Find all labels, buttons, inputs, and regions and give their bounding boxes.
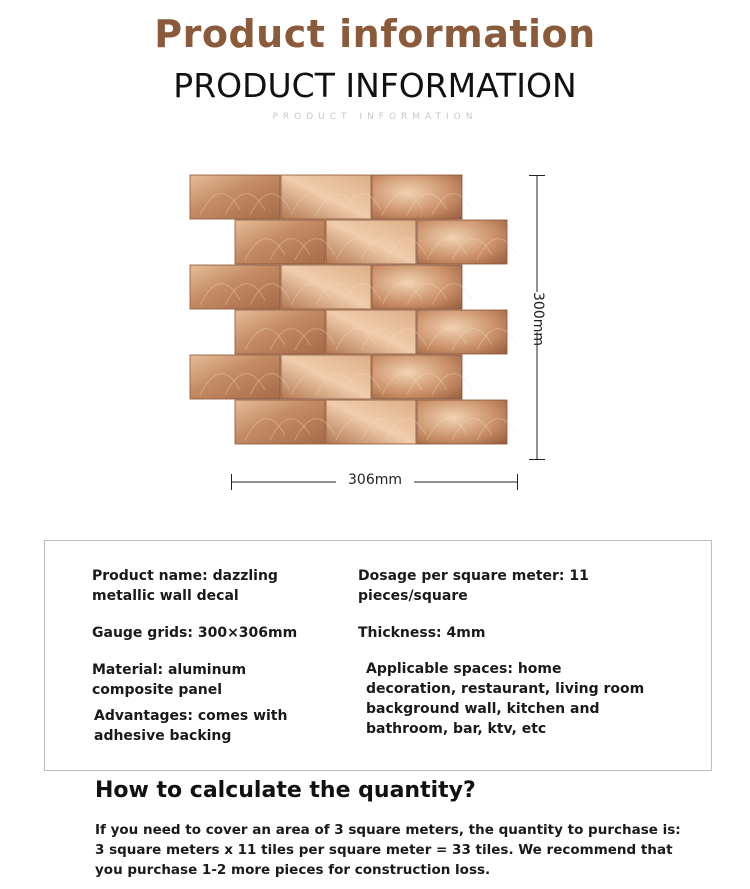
- tile-brick: [281, 175, 371, 219]
- tile-brick: [417, 310, 507, 354]
- tile-brick: [235, 220, 325, 264]
- product-tile-image: [186, 170, 516, 450]
- spec-applicable-spaces: [366, 659, 644, 739]
- spec-line: decoration, restaurant, living room: [366, 681, 645, 697]
- howto-line: If you need to cover an area of 3 square meters, the quantity to purchase is:: [95, 822, 681, 838]
- spec-line: Material: aluminum: [92, 662, 247, 678]
- spec-product-name: [92, 566, 278, 606]
- spec-thickness: Thickness: 4mm: [358, 625, 486, 641]
- tile-brick: [326, 310, 416, 354]
- spec-advantages: [94, 706, 287, 746]
- tile-brick: [326, 220, 416, 264]
- spec-line: background wall, kitchen and: [366, 701, 600, 717]
- tile-brick: [372, 175, 462, 219]
- tile-brick: [190, 355, 280, 399]
- spec-line: Product name: dazzling: [92, 568, 278, 584]
- spec-gauge: Gauge grids: 300×306mm: [92, 625, 298, 641]
- tile-brick: [372, 355, 462, 399]
- spec-line: bathroom, bar, ktv, etc: [366, 721, 547, 737]
- spec-line: Applicable spaces: home: [366, 661, 562, 677]
- tile-brick: [190, 175, 280, 219]
- tile-brick: [281, 355, 371, 399]
- spec-line: composite panel: [92, 682, 223, 698]
- spec-dosage: [358, 566, 589, 606]
- section-heading: PRODUCT INFORMATION: [173, 66, 577, 105]
- tile-brick: [235, 400, 325, 444]
- tile-brick: [372, 265, 462, 309]
- howto-line: you purchase 1-2 more pieces for construction loss.: [95, 862, 491, 878]
- spec-line: pieces/square: [358, 588, 468, 604]
- section-subheading: PRODUCT INFORMATION: [272, 112, 478, 122]
- tile-brick: [190, 265, 280, 309]
- tile-brick: [235, 310, 325, 354]
- height-label: 300mm: [530, 292, 546, 346]
- howto-paragraph: [95, 820, 695, 880]
- page-title: Product information: [154, 12, 596, 56]
- spec-line: metallic wall decal: [92, 588, 239, 604]
- howto-line: 3 square meters x 11 tiles per square meter = 33 tiles. We recommend that: [95, 842, 673, 858]
- tile-brick: [417, 220, 507, 264]
- tile-brick: [417, 400, 507, 444]
- width-label: 306mm: [336, 472, 414, 488]
- howto-heading: How to calculate the quantity?: [95, 778, 476, 803]
- spec-line: Dosage per square meter: 11: [358, 568, 589, 584]
- spec-line: adhesive backing: [94, 728, 232, 744]
- spec-material: [92, 660, 246, 700]
- tile-brick: [326, 400, 416, 444]
- spec-line: Advantages: comes with: [94, 708, 288, 724]
- tile-brick: [281, 265, 371, 309]
